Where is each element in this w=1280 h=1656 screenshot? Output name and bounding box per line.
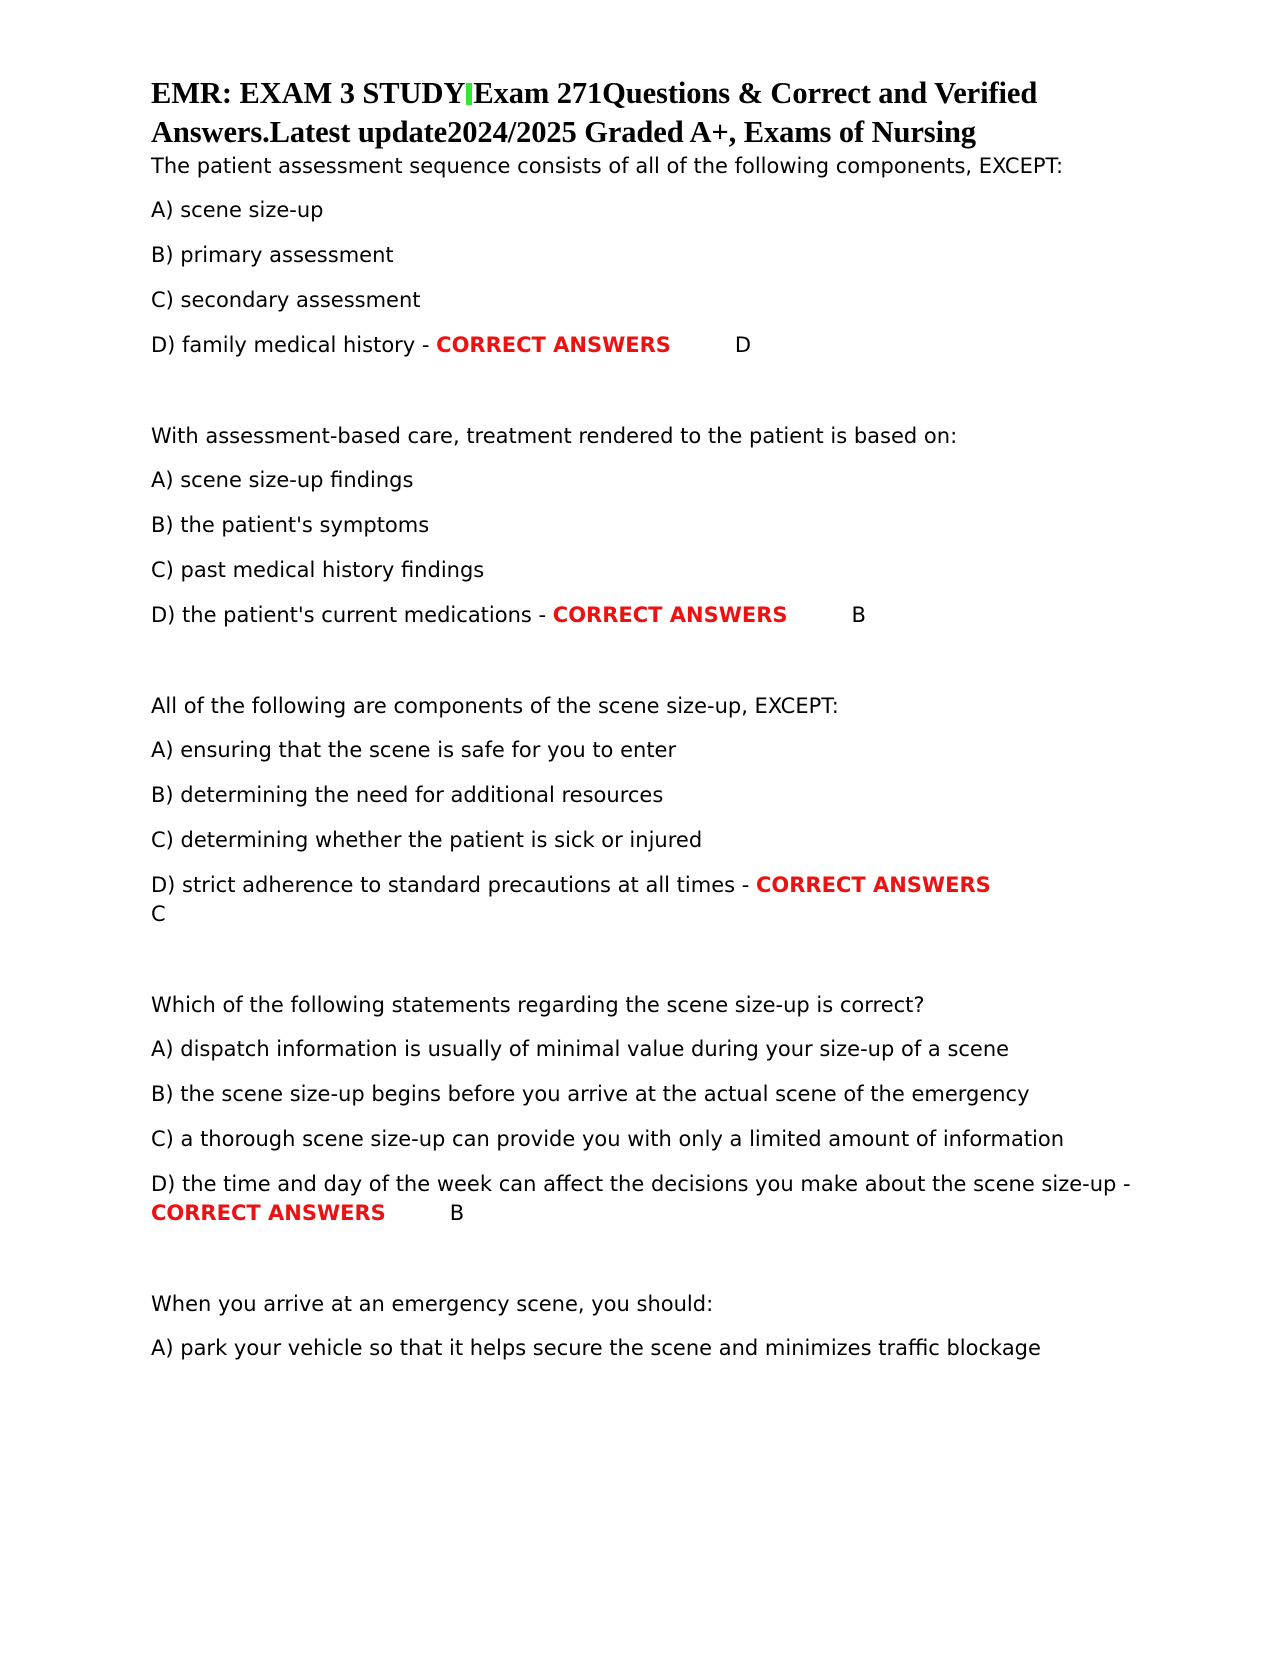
answer-option-text: D) the patient's current medications - — [151, 603, 553, 627]
answer-option: B) the patient's symptoms — [151, 513, 430, 537]
question-gap — [151, 929, 1151, 991]
question-gap — [151, 630, 1151, 692]
document-title — [151, 74, 1151, 152]
question-block-5 — [151, 1290, 1151, 1363]
question-gap — [151, 360, 1151, 422]
answer-option: B) the scene size-up begins before you arrive at the actual scene of the emergency — [151, 1082, 1030, 1106]
answer-option: C) determining whether the patient is sick or injured — [151, 828, 703, 852]
question-text: When you arrive at an emergency scene, you should: — [151, 1292, 714, 1316]
question-gap — [151, 1228, 1151, 1290]
answer-option-with-key — [151, 1170, 1151, 1228]
answer-letter: C — [151, 902, 166, 926]
answer-option: A) scene size-up findings — [151, 468, 414, 492]
correct-answers-label: CORRECT ANSWERS — [552, 603, 788, 627]
title-part-1: EMR: EXAM 3 STUDY — [151, 76, 466, 110]
answer-option: C) past medical history findings — [151, 558, 485, 582]
answer-option: A) scene size-up — [151, 198, 324, 222]
answer-option-text: D) the time and day of the week can affect the decisions you make about the scene size-up - — [151, 1172, 1131, 1196]
question-block-2 — [151, 422, 1151, 630]
answer-letter: B — [449, 1201, 465, 1225]
document-content — [151, 74, 1151, 1363]
answer-option-text: D) family medical history - — [151, 333, 437, 357]
answer-option: C) secondary assessment — [151, 288, 421, 312]
title-part-2: Exam 271Questions & Correct and Verified Answers.Latest update2024/2025 Graded A+, Exams of Nursing — [151, 76, 1038, 149]
question-block-4 — [151, 991, 1151, 1228]
answer-option-with-key — [151, 871, 1151, 929]
answer-option: C) a thorough scene size-up can provide you with only a limited amount of information — [151, 1127, 1065, 1151]
question-text: With assessment-based care, treatment rendered to the patient is based on: — [151, 424, 958, 448]
correct-answers-label: CORRECT ANSWERS — [755, 873, 991, 897]
correct-answers-label: CORRECT ANSWERS — [151, 1201, 386, 1225]
answer-option: B) primary assessment — [151, 243, 394, 267]
answer-option: A) park your vehicle so that it helps secure the scene and minimizes traffic blockage — [151, 1336, 1041, 1360]
question-block-3 — [151, 692, 1151, 929]
answer-option: A) dispatch information is usually of minimal value during your size-up of a scene — [151, 1037, 1010, 1061]
answer-option-with-key — [151, 601, 1151, 630]
answer-option-with-key — [151, 331, 1151, 360]
answer-option-text: D) strict adherence to standard precautions at all times - — [151, 873, 756, 897]
answer-letter: D — [734, 333, 752, 357]
answer-option: B) determining the need for additional resources — [151, 783, 664, 807]
question-block-1 — [151, 152, 1151, 360]
text-cursor-marker — [466, 83, 472, 105]
question-text: The patient assessment sequence consists of all of the following components, EXCEPT: — [151, 154, 1064, 178]
question-text: Which of the following statements regarding the scene size-up is correct? — [151, 993, 925, 1017]
answer-option: A) ensuring that the scene is safe for you to enter — [151, 738, 677, 762]
question-text: All of the following are components of the scene size-up, EXCEPT: — [151, 694, 839, 718]
correct-answers-label: CORRECT ANSWERS — [436, 333, 671, 357]
answer-letter: B — [851, 603, 866, 627]
question-list — [151, 152, 1151, 1363]
